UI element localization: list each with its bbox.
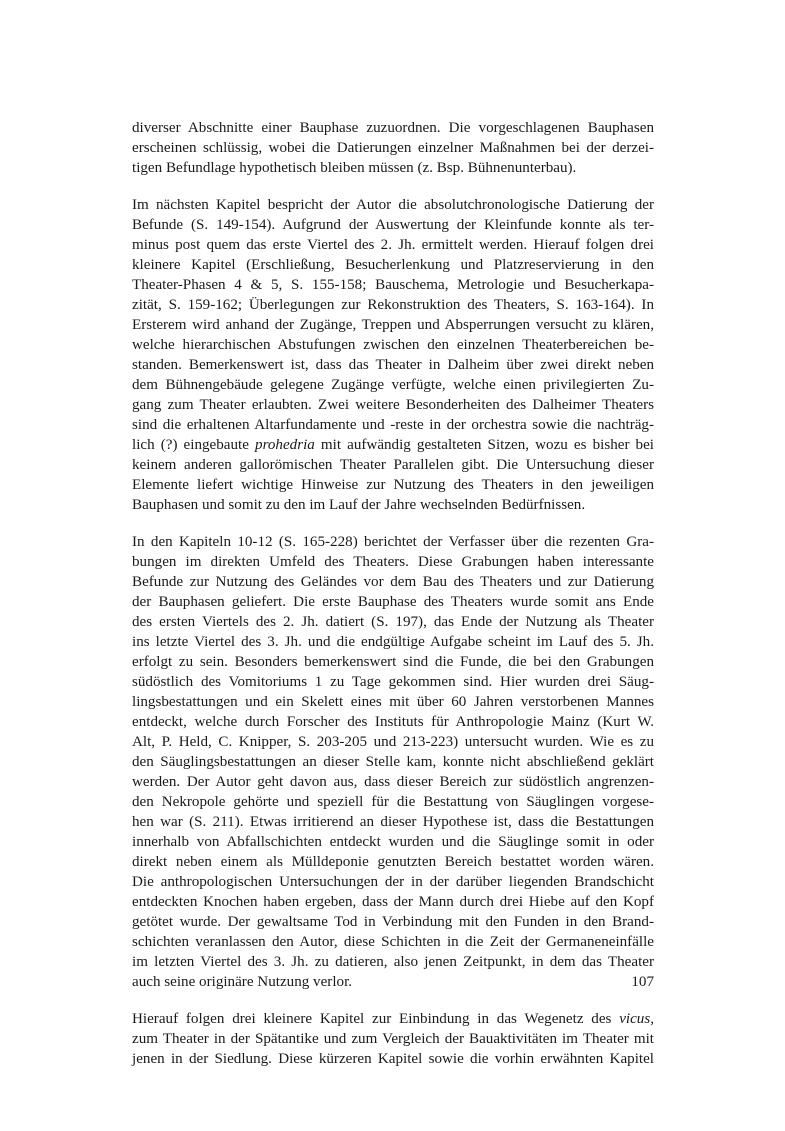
text-line bbox=[132, 592, 654, 612]
text-run: des ersten Viertels des 2. Jh. datiert (S. 197), das Ende der Nutzung als Theater bbox=[132, 614, 654, 630]
text-run: welche hierarchischen Abstufungen zwischen den einzelnen Theaterbereichen be- bbox=[132, 337, 654, 353]
text-line bbox=[132, 455, 654, 475]
text-run: Hierauf folgen drei kleinere Kapitel zur Einbindung in das Wegenetz des bbox=[132, 1011, 620, 1027]
text-run: Alt, P. Held, C. Knipper, S. 203-205 und 213-223) untersucht wurden. Wie es zu bbox=[132, 734, 654, 750]
text-line bbox=[132, 495, 654, 515]
text-run: Bauphasen und somit zu den im Lauf der Jahre wechselnden Bedürfnissen. bbox=[132, 497, 586, 513]
text-line bbox=[132, 118, 654, 138]
text-run: Im nächsten Kapitel bespricht der Autor die absolutchronologische Datierung der bbox=[132, 197, 654, 213]
italic-term: prohedria bbox=[255, 437, 315, 453]
text-run: keinem anderen gallorömischen Theater Parallelen gibt. Die Untersuchung dieser bbox=[132, 457, 654, 473]
text-run: erscheinen schlüssig, wobei die Datierungen einzelner Maßnahmen bei der derzei- bbox=[132, 140, 654, 156]
text-run: den Nekropole gehörte und speziell für die Bestattung von Säuglingen vorgese- bbox=[132, 794, 654, 810]
text-run: zität, S. 159-162; Überlegungen zur Rekonstruktion des Theaters, S. 163-164). In bbox=[132, 297, 654, 313]
text-line bbox=[132, 138, 654, 158]
text-run: jenen in der Siedlung. Diese kürzeren Kapitel sowie die vorhin erwähnten Kapitel bbox=[132, 1051, 654, 1067]
text-line bbox=[132, 572, 654, 592]
text-run: hen war (S. 211). Etwas irritierend an dieser Hypothese ist, dass die Bestattungen bbox=[132, 814, 654, 830]
text-line bbox=[132, 532, 654, 552]
text-line bbox=[132, 158, 654, 178]
text-line bbox=[132, 435, 654, 455]
text-run: lich (?) eingebaute bbox=[132, 437, 256, 453]
text-line bbox=[132, 772, 654, 792]
paragraph bbox=[132, 532, 654, 992]
text-line bbox=[132, 932, 654, 952]
italic-term: vicus bbox=[619, 1011, 651, 1027]
text-line bbox=[132, 415, 654, 435]
text-run: werden. Der Autor geht davon aus, dass dieser Bereich zur südöstlich angrenzen- bbox=[132, 774, 654, 790]
text-run: ins letzte Viertel des 3. Jh. und die endgültige Aufgabe scheint im Lauf des 5. Jh. bbox=[132, 634, 654, 650]
text-line bbox=[132, 255, 654, 275]
text-line bbox=[132, 475, 654, 495]
text-run: In den Kapiteln 10-12 (S. 165-228) berichtet der Verfasser über die rezenten Gra- bbox=[132, 534, 654, 550]
text-line bbox=[132, 972, 654, 992]
text-run: lingsbestattungen und ein Skelett eines mit über 60 Jahren verstorbenen Mannes bbox=[132, 694, 654, 710]
text-line bbox=[132, 632, 654, 652]
text-run: , bbox=[650, 1011, 654, 1027]
text-run: sind die erhaltenen Altarfundamente und -reste in der orchestra sowie die nachträg- bbox=[132, 417, 654, 433]
text-line bbox=[132, 692, 654, 712]
text-run: Die anthropologischen Untersuchungen der in der darüber liegenden Brandschicht bbox=[132, 874, 654, 890]
text-run: auch seine originäre Nutzung verlor. bbox=[132, 974, 353, 990]
paragraph bbox=[132, 1009, 654, 1069]
text-run: bungen im direkten Umfeld des Theaters. Diese Grabungen haben interessante bbox=[132, 554, 654, 570]
text-run: entdeckt, welche durch Forscher des Instituts für Anthropologie Mainz (Kurt W. bbox=[132, 714, 654, 730]
text-run: erfolgt zu sein. Besonders bemerkenswert sind die Funde, die bei den Grabungen bbox=[132, 654, 654, 670]
text-run: kleinere Kapitel (Erschließung, Besucherlenkung und Platzreservierung in den bbox=[132, 257, 654, 273]
text-line bbox=[132, 235, 654, 255]
text-run: tigen Befundlage hypothetisch bleiben müssen (z. Bsp. Bühnenunterbau). bbox=[132, 160, 577, 176]
text-line bbox=[132, 892, 654, 912]
text-line bbox=[132, 335, 654, 355]
text-run: standen. Bemerkenswert ist, dass das Theater in Dalheim über zwei direkt neben bbox=[132, 357, 654, 373]
text-run: dem Bühnengebäude gelegene Zugänge verfügte, welche einen privilegierten Zu- bbox=[132, 377, 654, 393]
text-line bbox=[132, 375, 654, 395]
text-run: innerhalb von Abfallschichten entdeckt wurden und die Säuglinge somit in oder bbox=[132, 834, 654, 850]
text-line bbox=[132, 395, 654, 415]
text-line bbox=[132, 612, 654, 632]
text-line bbox=[132, 215, 654, 235]
text-line bbox=[132, 1049, 654, 1069]
text-line bbox=[132, 195, 654, 215]
text-run: den Säuglingsbestattungen an dieser Stelle kam, konnte nicht abschließend geklärt bbox=[132, 754, 654, 770]
text-run: mit aufwändig gestalteten Sitzen, wozu es bisher bei bbox=[314, 437, 654, 453]
text-line bbox=[132, 315, 654, 335]
text-line bbox=[132, 732, 654, 752]
text-line bbox=[132, 1009, 654, 1029]
paragraph bbox=[132, 195, 654, 515]
paragraph bbox=[132, 118, 654, 178]
text-line bbox=[132, 295, 654, 315]
text-line bbox=[132, 812, 654, 832]
text-line bbox=[132, 552, 654, 572]
text-run: Theater-Phasen 4 & 5, S. 155-158; Bauschema, Metrologie und Besucherkapa- bbox=[132, 277, 654, 293]
text-run: direkt neben einem als Mülldeponie genutzten Bereich bestattet worden wären. bbox=[132, 854, 654, 870]
text-line bbox=[132, 1029, 654, 1049]
text-run: zum Theater in der Spätantike und zum Vergleich der Bauaktivitäten im Theater mit bbox=[132, 1031, 654, 1047]
text-line bbox=[132, 672, 654, 692]
text-run: minus post quem das erste Viertel des 2. Jh. ermittelt werden. Hierauf folgen drei bbox=[132, 237, 654, 253]
text-run: Elemente liefert wichtige Hinweise zur Nutzung des Theaters in den jeweiligen bbox=[132, 477, 654, 493]
text-line bbox=[132, 912, 654, 932]
text-line bbox=[132, 872, 654, 892]
text-line bbox=[132, 952, 654, 972]
text-line bbox=[132, 792, 654, 812]
text-run: Befunde (S. 149-154). Aufgrund der Auswertung der Kleinfunde konnte als ter- bbox=[132, 217, 654, 233]
text-line bbox=[132, 852, 654, 872]
text-line bbox=[132, 355, 654, 375]
text-run: der Bauphasen geliefert. Die erste Bauphase des Theaters wurde somit ans Ende bbox=[132, 594, 654, 610]
text-run: südöstlich des Vomitoriums 1 zu Tage gekommen sind. Hier wurden drei Säug- bbox=[132, 674, 654, 690]
text-run: Ersterem wird anhand der Zugänge, Treppen und Absperrungen versucht zu klären, bbox=[132, 317, 654, 333]
text-line bbox=[132, 652, 654, 672]
text-line bbox=[132, 752, 654, 772]
text-run: gang zum Theater erlaubten. Zwei weitere Besonderheiten des Dalheimer Theaters bbox=[132, 397, 654, 413]
text-run: Befunde zur Nutzung des Geländes vor dem Bau des Theaters und zur Datierung bbox=[132, 574, 654, 590]
text-run: diverser Abschnitte einer Bauphase zuzuordnen. Die vorgeschlagenen Bauphasen bbox=[132, 120, 654, 136]
text-line bbox=[132, 275, 654, 295]
text-run: schichten veranlassen den Autor, diese Schichten in die Zeit der Germaneneinfälle bbox=[132, 934, 654, 950]
document-body bbox=[132, 118, 654, 1086]
text-run: getötet wurde. Der gewaltsame Tod in Verbindung mit den Funden in den Brand- bbox=[132, 914, 654, 930]
text-line bbox=[132, 832, 654, 852]
text-run: im letzten Viertel des 3. Jh. zu datieren, also jenen Zeitpunkt, in dem das Theater bbox=[132, 954, 654, 970]
page-number: 107 bbox=[631, 974, 654, 990]
text-line bbox=[132, 712, 654, 732]
text-run: entdeckten Knochen haben ergeben, dass der Mann durch drei Hiebe auf den Kopf bbox=[132, 894, 654, 910]
